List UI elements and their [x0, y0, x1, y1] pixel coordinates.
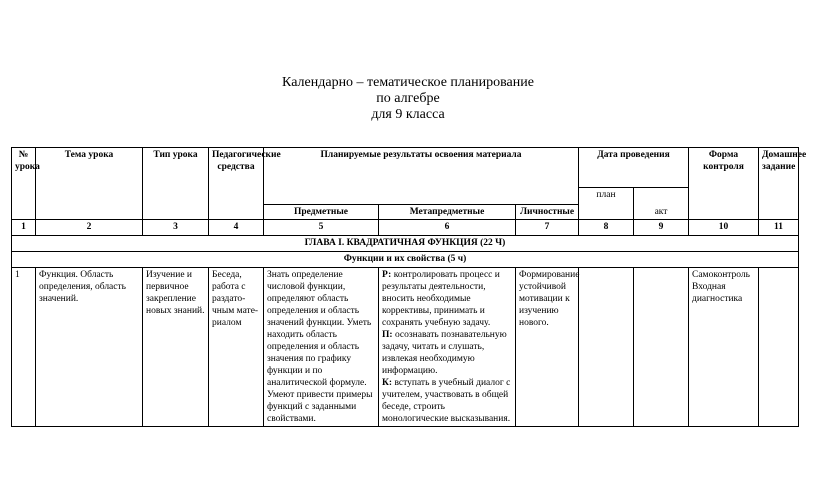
meta-k-text: вступать в учебный диалог с учителем, участвовать в общей беседе, строить монологические высказывания. — [382, 378, 511, 424]
header-meta: Метапредметные — [379, 205, 516, 220]
page-title — [0, 75, 816, 123]
col-number: 2 — [36, 220, 143, 236]
meta-r-label: Р: — [382, 270, 392, 280]
row-form: Самоконтроль Входная диагностика — [689, 268, 759, 427]
column-numbers-row — [12, 220, 799, 236]
header-fact: акт — [634, 188, 689, 220]
meta-p-label: П: — [382, 330, 393, 340]
header-topic: Тема урока — [36, 148, 143, 220]
meta-k-label: К: — [382, 378, 393, 388]
col-number: 6 — [379, 220, 516, 236]
col-number: 4 — [209, 220, 264, 236]
row-hw — [759, 268, 799, 427]
table-row — [12, 268, 799, 427]
header-plan: план — [579, 188, 634, 220]
header-date: Дата проведения — [579, 148, 689, 188]
row-type: Изучение и первичное закрепление новых знаний. — [143, 268, 209, 427]
col-number: 3 — [143, 220, 209, 236]
col-number: 5 — [264, 220, 379, 236]
planning-table — [11, 147, 807, 427]
chapter-heading: ГЛАВА I. КВАДРАТИЧНАЯ ФУНКЦИЯ (22 Ч) — [12, 236, 799, 252]
row-pers: Формирование устойчивой мотивации к изучению нового. — [516, 268, 579, 427]
meta-p-text: осознавать познавательную задачу, читать и слушать, извлекая необходимую информацию. — [382, 330, 507, 376]
row-ped: Беседа, работа с раздато-чным мате-риалом — [209, 268, 264, 427]
title-line-2: по алгебре — [376, 91, 440, 106]
header-subj: Предметные — [264, 205, 379, 220]
meta-r-text: контролировать процесс и результаты деятельности, вносить необходимые коррективы, принимать и сохранять учебную задачу. — [382, 270, 500, 328]
title-line-1: Календарно – тематическое планирование — [282, 75, 534, 90]
header-pers: Личностные — [516, 205, 579, 220]
header-num: № урока — [12, 148, 36, 220]
col-number: 7 — [516, 220, 579, 236]
section-heading: Функции и их свойства (5 ч) — [12, 252, 799, 268]
header-type: Тип урока — [143, 148, 209, 220]
col-number: 1 — [12, 220, 36, 236]
col-number: 9 — [634, 220, 689, 236]
title-line-3: для 9 класса — [371, 107, 445, 122]
header-hw: Домашнее задание — [759, 148, 799, 220]
col-number: 11 — [759, 220, 799, 236]
row-fact — [634, 268, 689, 427]
row-topic: Функция. Область определения, область значений. — [36, 268, 143, 427]
row-meta — [379, 268, 516, 427]
header-ped: Педагогические средства — [209, 148, 264, 220]
header-form: Форма контроля — [689, 148, 759, 220]
col-number: 10 — [689, 220, 759, 236]
row-plan — [579, 268, 634, 427]
row-num: 1 — [12, 268, 36, 427]
header-planned: Планируемые результаты освоения материала — [264, 148, 579, 205]
row-subj: Знать определение числовой функции, определяют область определения и область значений функции. Уметь находить область определения и область значения по графику функции и по аналитической формуле. Умеют привести примеры функций с заданными свойствами. — [264, 268, 379, 427]
col-number: 8 — [579, 220, 634, 236]
